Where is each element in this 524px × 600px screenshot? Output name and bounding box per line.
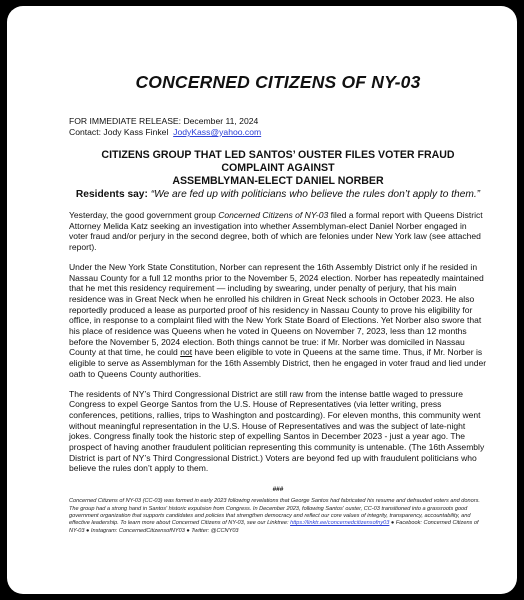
linktree-link[interactable]: https://linktr.ee/concernedcitizensofny03	[290, 520, 390, 527]
paragraph-1	[69, 210, 487, 253]
paragraph-1-text-b: filed a formal report with Queens District Attorney Melida Katz seeking an investigation into whether Assemblyman-elect Daniel Norber engaged in voter fraud and/or perjury in the second degree, both of which are felonies under New York law (see attached report).	[69, 210, 483, 253]
social-links-text: ● Facebook: Concerned Citizens of NY-03 ● Instagram: ConcernedCitizensofNY03 ● Twitter: @CCNY03	[69, 520, 479, 534]
subheadline-quote: “We are fed up with politicians who believe the rules don’t apply to them.”	[150, 189, 481, 200]
paragraph-1-text-a: Yesterday, the good government group	[69, 210, 219, 220]
paragraph-2-text-b: have been eligible to vote in Queens at the same time. Thus, if Mr. Norber is eligible to serve as Assemblyman for the 16th Assembly District, then he engaged in voter fraud and lied under oath to Queens County authorities.	[69, 347, 487, 379]
headline	[69, 149, 487, 188]
paragraph-3: The residents of NY’s Third Congressional District are still raw from the intense battle waged to pressure Congress to expel George Santos from the U.S. House of Representatives (via letter writing, press conferences, petitions, rallies, trips to Washington and postcarding). For eleven months, this community went without meaningful representation in the U.S. House of Representatives and was the subject of late-night jokes. Congress finally took the historic step of expelling Santos in December 2023 - just a year ago. The prospect of having another fraudulent politician representing this community is untenable. (The 16th Assembly District is part of NY’s Third Congressional District.) Voters are beyond fed up with fraudulent politicians who believe the rules don’t apply to them.	[69, 388, 485, 474]
underlined-not: not	[180, 347, 193, 358]
headline-line-2: ASSEMBLYMAN-ELECT DANIEL NORBER	[172, 175, 384, 187]
page-title: CONCERNED CITIZENS OF NY-03	[135, 72, 421, 92]
headline-line-1: CITIZENS GROUP THAT LED SANTOS’ OUSTER FILES VOTER FRAUD COMPLAINT AGAINST	[101, 149, 455, 174]
press-release-page	[7, 6, 517, 594]
release-meta	[69, 116, 487, 138]
boilerplate	[69, 498, 487, 535]
org-name: Concerned Citizens of NY-03	[218, 210, 329, 220]
end-marker: ###	[272, 486, 284, 494]
contact-email-link[interactable]: JodyKass@yahoo.com	[173, 127, 262, 137]
subheadline	[69, 188, 487, 201]
subheadline-label: Residents say:	[75, 189, 148, 200]
boilerplate-text: Concerned Citizens of NY-03 (CC-03) was formed in early 2023 following revelations that George Santos had fabricated his resume and defrauded voters and donors. The group had a strong hand in Santos' historic expulsion from Congress. In December 2023, following Santos' ouster, CC-03 transitioned into a grassroots good government organization that supports candidates and policies that strengthen democracy and reflect our core values of integrity, transparency, accountability, and effective leadership. To learn more about Concerned Citizens of NY-03, see our Linktree:	[69, 498, 480, 527]
release-date: FOR IMMEDIATE RELEASE: December 11, 2024	[69, 116, 259, 126]
paragraph-2	[69, 262, 487, 380]
contact-label: Contact: Jody Kass Finkel	[69, 127, 169, 137]
paragraph-2-text-a: Under the New York State Constitution, Norber can represent the 16th Assembly District only if he resided in Nassau County for a full 12 months prior to the November 5, 2024 election. Norber has repeatedly maintained that he met this residency requirement — including by swearing, under penalty of perjury, that his main residence was in Great Neck when he enrolled his children in Great Neck schools in October 2023. He also reportedly produced a lease as purported proof of his residency in Nassau County to prove his eligibility for office, in response to a complaint filed with the New York State Board of Elections. Yet Norber also swore that his place of residence was Queens when he voted in Queens on November 7, 2023, less than 12 months before the November 5, 2024 election. Both things cannot be true: if Mr. Norber was domiciled in Nassau County at that time, he could	[69, 261, 484, 358]
contact-line	[69, 127, 487, 138]
